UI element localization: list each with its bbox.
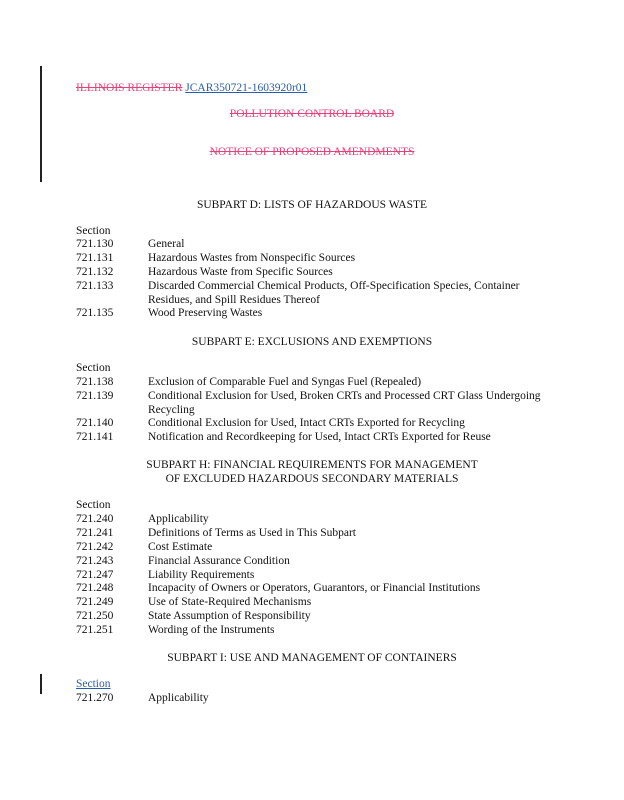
section-label: Section [76, 225, 111, 237]
board-header: POLLUTION CONTROL BOARD [229, 108, 395, 120]
subpart-d-heading: SUBPART D: LISTS OF HAZARDOUS WASTE [196, 199, 428, 211]
section-label-inserted: Section [76, 678, 111, 690]
change-bar-top [40, 66, 42, 182]
notice-header: NOTICE OF PROPOSED AMENDMENTS [209, 146, 415, 158]
register-header [76, 82, 307, 94]
change-bar-bottom [40, 674, 42, 694]
register-inserted-text: JCAR350721-1603920r01 [185, 82, 308, 94]
subpart-i-heading: SUBPART I: USE AND MANAGEMENT OF CONTAINERS [167, 652, 457, 664]
subpart-h-heading-line2: OF EXCLUDED HAZARDOUS SECONDARY MATERIALS [165, 473, 459, 485]
subpart-h-heading-line1: SUBPART H: FINANCIAL REQUIREMENTS FOR MANAGEMENT [146, 459, 478, 471]
register-deleted-text: ILLINOIS REGISTER [76, 82, 183, 94]
section-label: Section [76, 362, 111, 374]
subpart-e-heading: SUBPART E: EXCLUSIONS AND EXEMPTIONS [191, 336, 433, 348]
section-label: Section [76, 499, 111, 511]
